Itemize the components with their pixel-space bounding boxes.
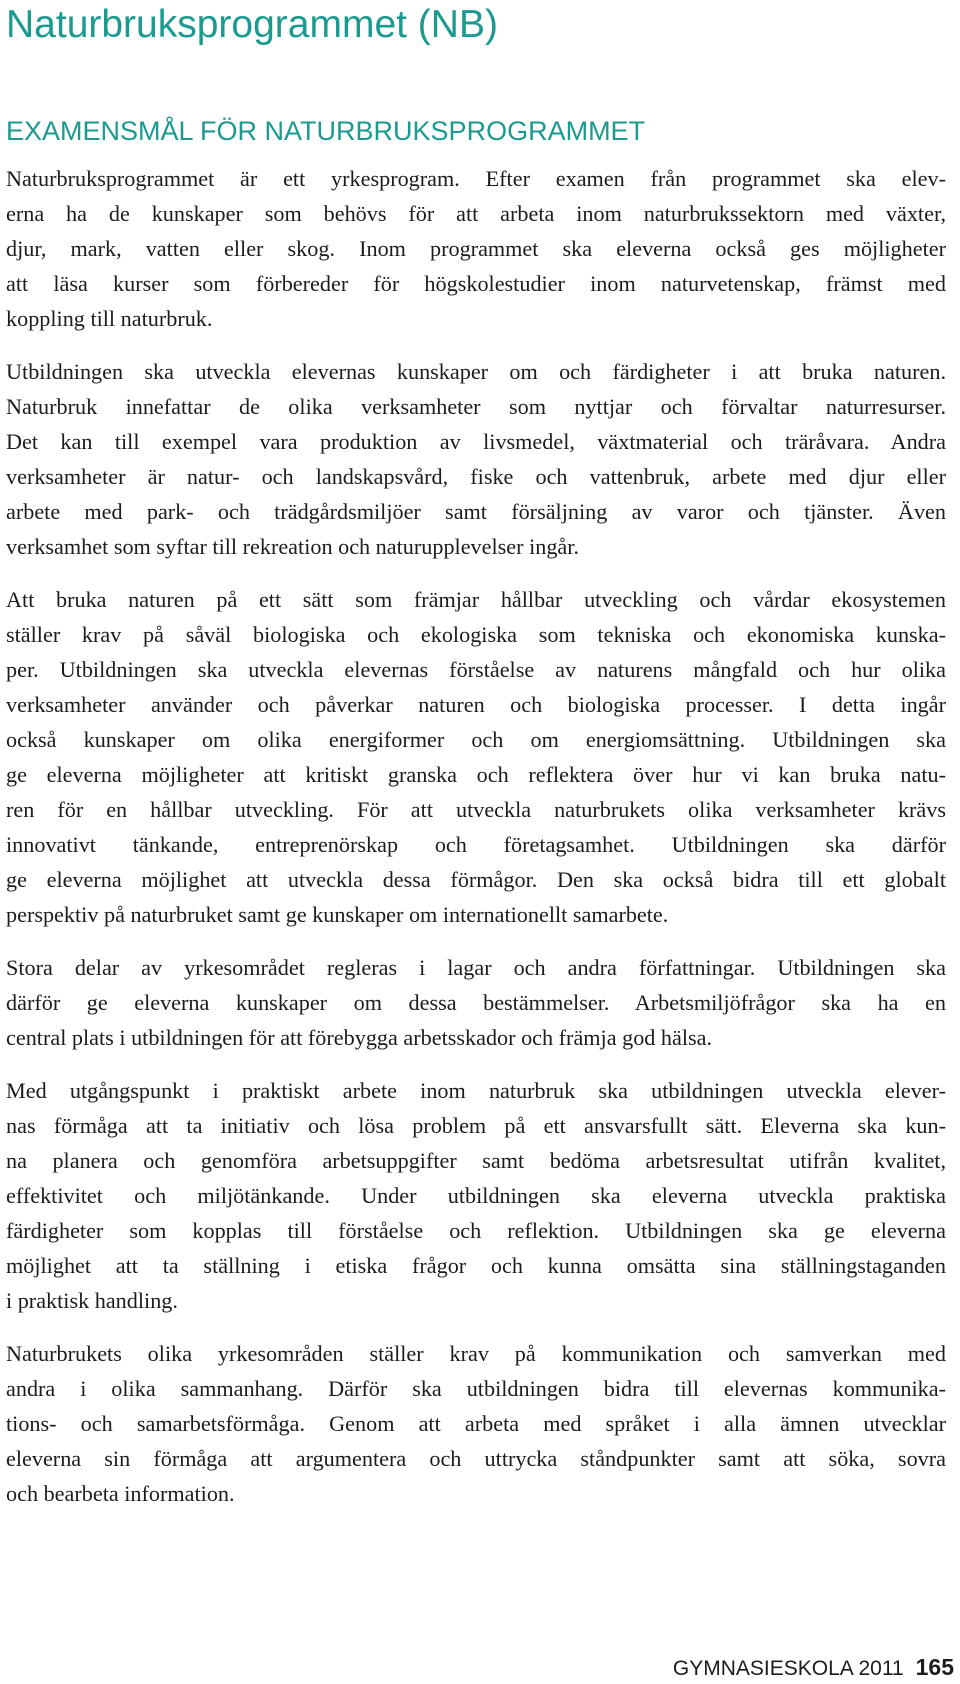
text-line: och bearbeta information. — [6, 1481, 235, 1506]
text-line: verksamheter använder och påverkar naturen och biologiska processer. I detta ingår — [6, 692, 946, 717]
text-line: ge eleverna möjlighet att utveckla dessa förmågor. Den ska också bidra till ett globalt — [6, 867, 946, 892]
body-text — [6, 161, 946, 1529]
text-line: ge eleverna möjligheter att kritiskt granska och reflektera över hur vi kan bruka natu- — [6, 762, 946, 787]
paragraph — [6, 950, 946, 1055]
text-line: möjlighet att ta ställning i etiska frågor och kunna omsätta sina ställningstaganden — [6, 1253, 946, 1278]
page-title: Naturbruksprogrammet (NB) — [6, 3, 498, 46]
text-line: koppling till naturbruk. — [6, 306, 213, 331]
text-line: innovativt tänkande, entreprenörskap och företagsamhet. Utbildningen ska därför — [6, 832, 946, 857]
paragraph — [6, 161, 946, 336]
text-line: perspektiv på naturbruket samt ge kunskaper om internationellt samarbete. — [6, 902, 669, 927]
section-heading: EXAMENSMÅL FÖR NATURBRUKSPROGRAMMET — [6, 116, 646, 146]
text-line: Utbildningen ska utveckla elevernas kunskaper om och färdigheter i att bruka naturen. — [6, 359, 946, 384]
text-line: tions- och samarbetsförmåga. Genom att arbeta med språket i alla ämnen utvecklar — [6, 1411, 946, 1436]
text-line: andra i olika sammanhang. Därför ska utbildningen bidra till elevernas kommunika- — [6, 1376, 946, 1401]
text-line: att läsa kurser som förbereder för högskolestudier inom naturvetenskap, främst med — [6, 271, 946, 296]
text-line: verksamheter är natur- och landskapsvård, fiske och vattenbruk, arbete med djur eller — [6, 464, 946, 489]
text-line: Naturbruksprogrammet är ett yrkesprogram. Efter examen från programmet ska elev- — [6, 166, 946, 191]
text-line: Med utgångspunkt i praktiskt arbete inom naturbruk ska utbildningen utveckla elever- — [6, 1078, 946, 1103]
text-line: Att bruka naturen på ett sätt som främjar hållbar utveckling och vårdar ekosystemen — [6, 587, 946, 612]
text-line: Naturbruk innefattar de olika verksamheter som nyttjar och förvaltar naturresurser. — [6, 394, 946, 419]
text-line: ren för en hållbar utveckling. För att utveckla naturbrukets olika verksamheter krävs — [6, 797, 946, 822]
text-line: därför ge eleverna kunskaper om dessa bestämmelser. Arbetsmiljöfrågor ska ha en — [6, 990, 946, 1015]
text-line: effektivitet och miljötänkande. Under utbildningen ska eleverna utveckla praktiska — [6, 1183, 946, 1208]
paragraph — [6, 1073, 946, 1318]
text-line: Naturbrukets olika yrkesområden ställer krav på kommunikation och samverkan med — [6, 1341, 946, 1366]
page-number: 165 — [915, 1654, 954, 1680]
footer-label: GYMNASIESKOLA 2011 — [672, 1657, 904, 1680]
text-line: eleverna sin förmåga att argumentera och uttrycka ståndpunkter samt att söka, sovra — [6, 1446, 946, 1471]
paragraph — [6, 582, 946, 932]
text-line: central plats i utbildningen för att förebygga arbetsskador och främja god hälsa. — [6, 1025, 713, 1050]
text-line: färdigheter som kopplas till förståelse och reflektion. Utbildningen ska ge eleverna — [6, 1218, 946, 1243]
paragraph — [6, 354, 946, 564]
text-line: arbete med park- och trädgårdsmiljöer samt försäljning av varor och tjänster. Även — [6, 499, 946, 524]
text-line: i praktisk handling. — [6, 1288, 178, 1313]
text-line: verksamhet som syftar till rekreation och naturupplevelser ingår. — [6, 534, 579, 559]
text-line: djur, mark, vatten eller skog. Inom programmet ska eleverna också ges möjligheter — [6, 236, 946, 261]
paragraph — [6, 1336, 946, 1511]
text-line: erna ha de kunskaper som behövs för att arbeta inom naturbrukssektorn med växter, — [6, 201, 946, 226]
text-line: na planera och genomföra arbetsuppgifter samt bedöma arbetsresultat utifrån kvalitet, — [6, 1148, 946, 1173]
text-line: nas förmåga att ta initiativ och lösa problem på ett ansvarsfullt sätt. Eleverna ska kun- — [6, 1113, 946, 1138]
text-line: per. Utbildningen ska utveckla elevernas förståelse av naturens mångfald och hur olika — [6, 657, 946, 682]
text-line: Stora delar av yrkesområdet regleras i lagar och andra författningar. Utbildningen ska — [6, 955, 946, 980]
text-line: ställer krav på såväl biologiska och ekologiska som tekniska och ekonomiska kunska- — [6, 622, 946, 647]
text-line: också kunskaper om olika energiformer och om energiomsättning. Utbildningen ska — [6, 727, 946, 752]
page-footer — [673, 1654, 954, 1684]
text-line: Det kan till exempel vara produktion av livsmedel, växtmaterial och träråvara. Andra — [6, 429, 946, 454]
